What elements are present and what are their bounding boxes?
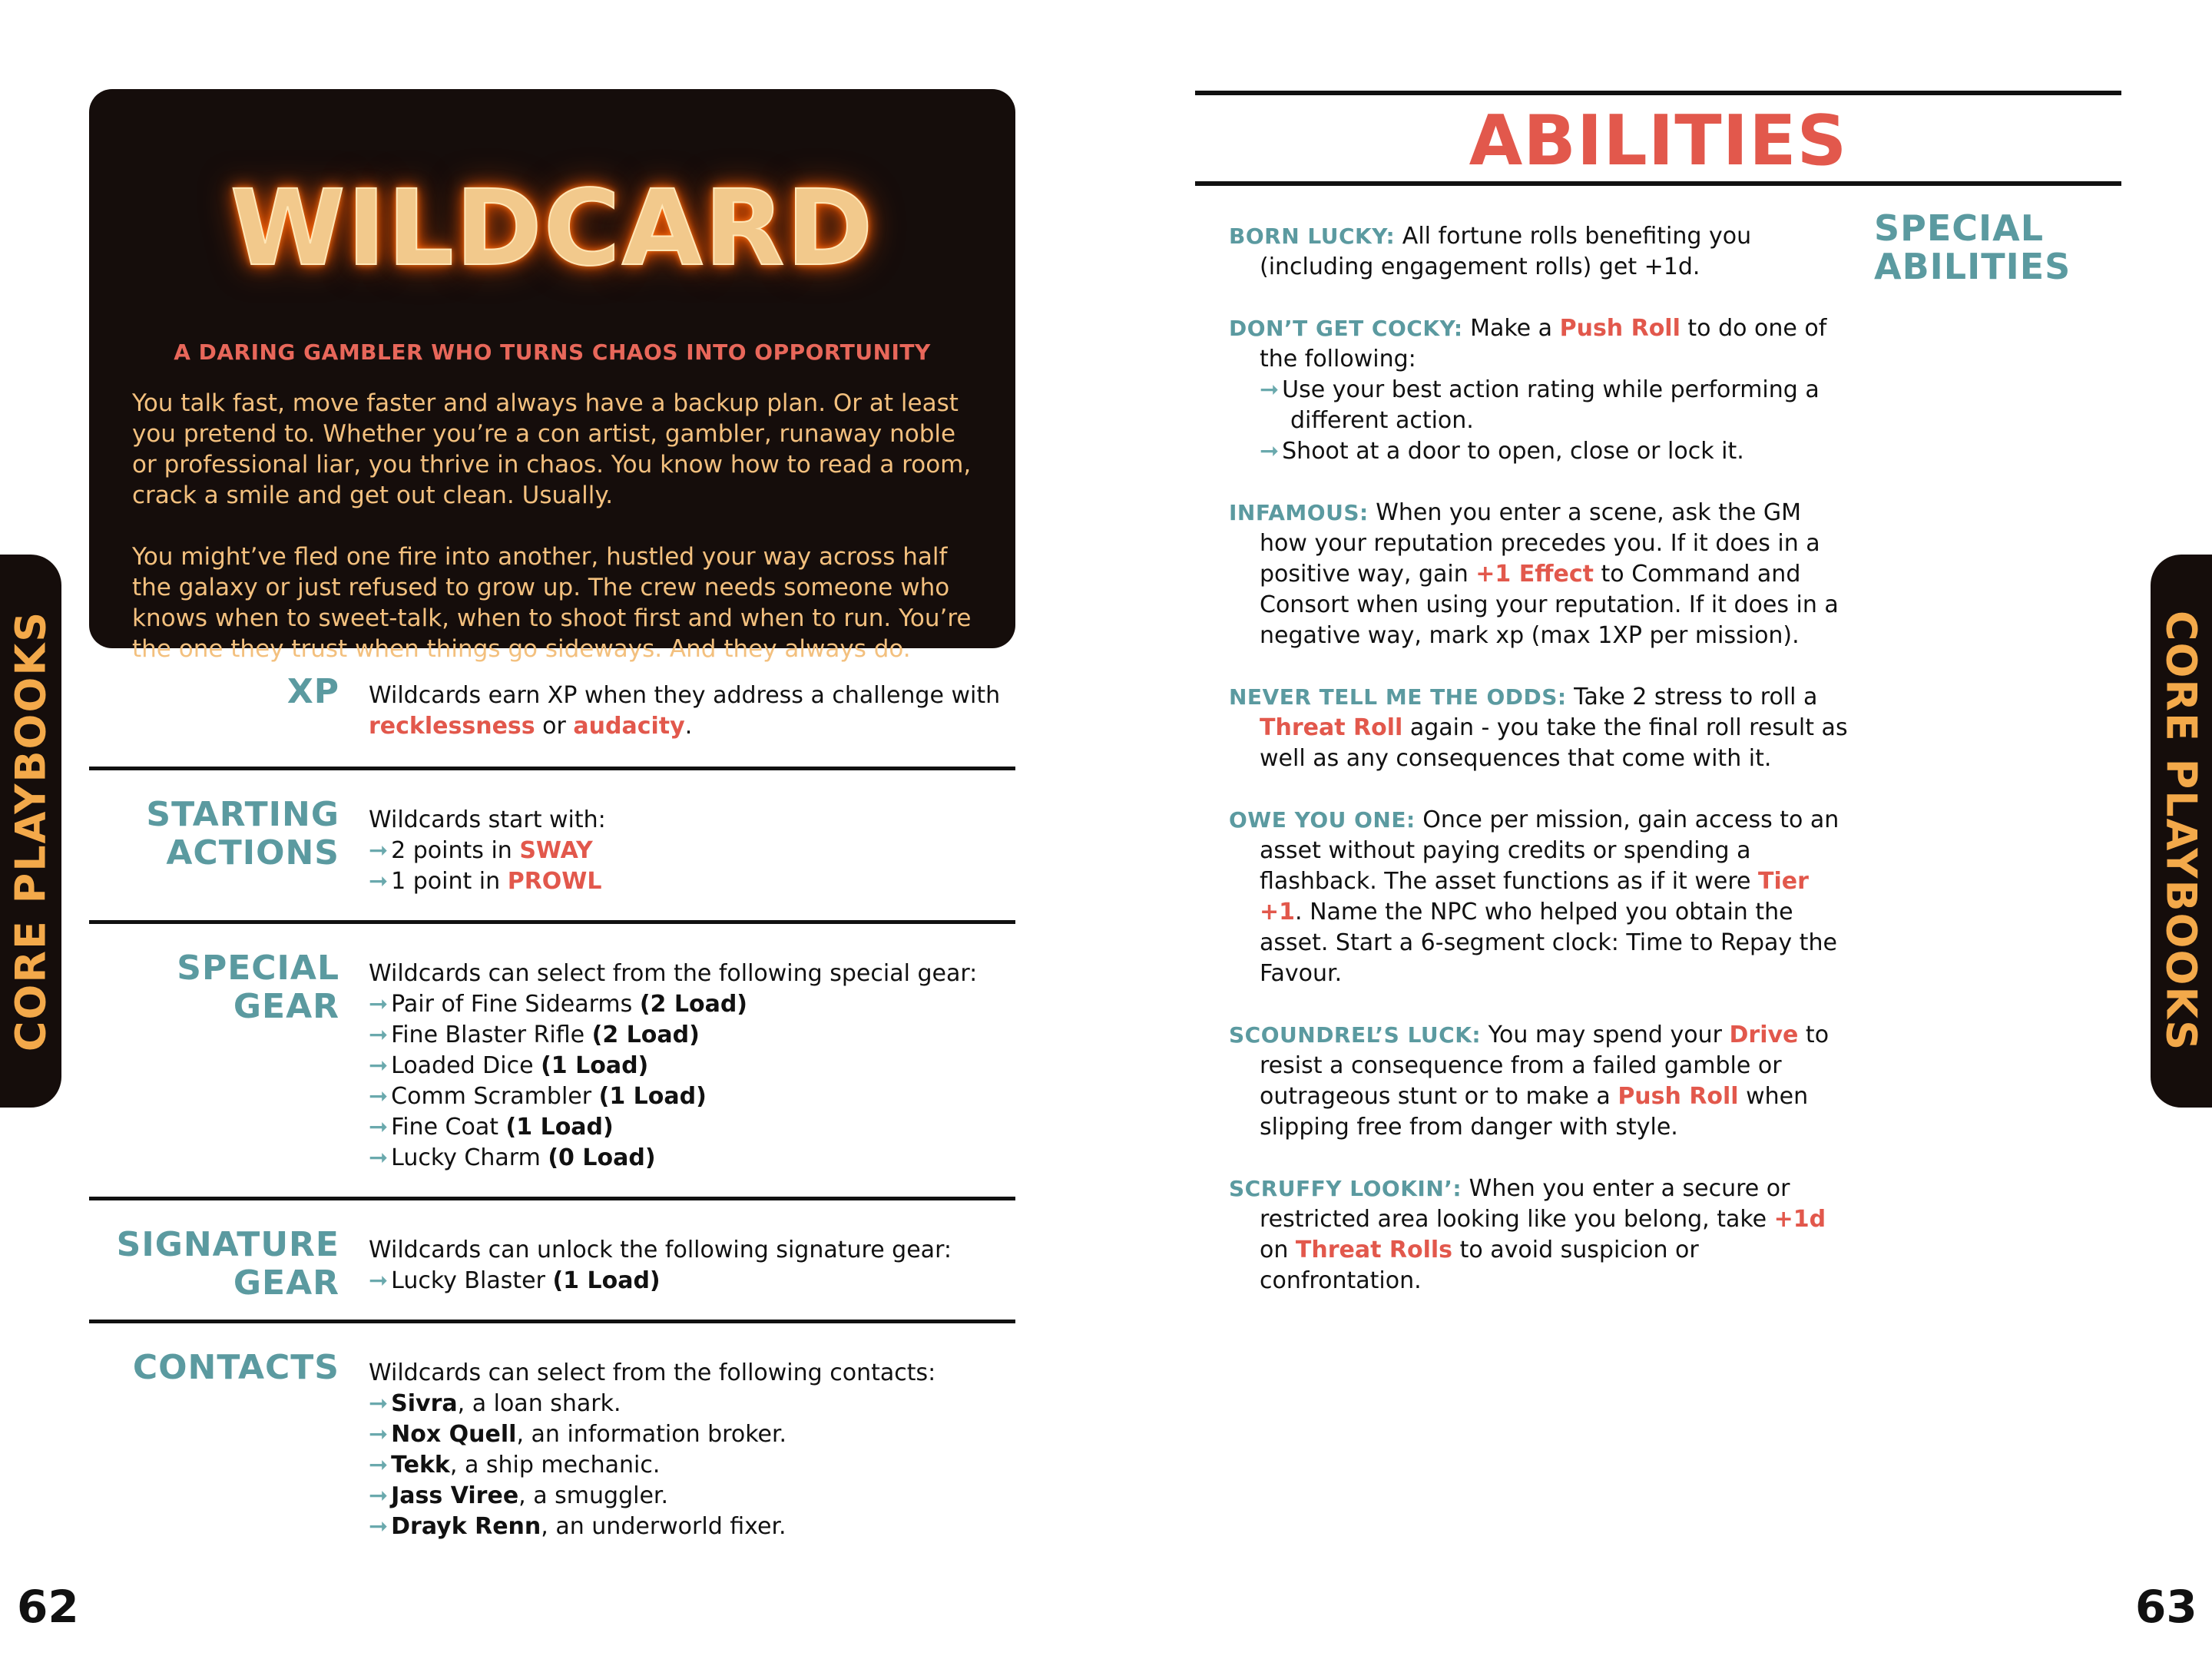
list-item-text: 2 points in [391, 837, 520, 864]
contacts-section [89, 1349, 1015, 1548]
ability-text: When you enter a scene, ask the GM how your reputation precedes you. If it does in a positive way, gain [1260, 499, 1820, 588]
starting-actions-heading [89, 796, 339, 873]
list-item-text: Shoot at a door to open, close or lock it. [1282, 438, 1744, 465]
ability-name: BORN LUCKY: [1229, 224, 1396, 249]
side-tab-label: CORE PLAYBOOKS [2157, 610, 2206, 1052]
special-gear-heading-line-1: SPECIAL [177, 949, 339, 988]
contacts-intro: Wildcards can select from the following contacts: [369, 1359, 936, 1386]
ability-scoundrels-luck [1229, 1020, 1851, 1143]
list-item [369, 1266, 1006, 1296]
ability-keyword: +1 Effect [1475, 561, 1594, 588]
class-tagline: A DARING GAMBLER WHO TURNS CHAOS INTO OPPORTUNITY [174, 339, 931, 365]
ability-keyword: Push Roll [1618, 1083, 1739, 1110]
gear-name: Lucky Blaster [391, 1267, 553, 1294]
list-item [369, 1512, 1006, 1542]
list-item-text: 1 point in [391, 868, 508, 895]
signature-gear-intro: Wildcards can unlock the following signature gear: [369, 1237, 952, 1263]
list-item-text: Use your best action rating while performing a different action. [1282, 376, 1820, 434]
ability-name: DON’T GET COCKY: [1229, 316, 1463, 341]
arrow-right-icon: ➞ [369, 1083, 389, 1110]
divider [1195, 181, 2121, 186]
ability-keyword: Threat Roll [1260, 714, 1403, 741]
arrow-right-icon: ➞ [369, 1482, 389, 1509]
xp-text [369, 680, 1006, 742]
gear-load: (1 Load) [541, 1052, 649, 1079]
ability-text: You may spend your [1481, 1022, 1730, 1048]
list-item [369, 866, 1006, 897]
arrow-right-icon: ➞ [369, 837, 389, 864]
gear-load: (2 Load) [591, 1022, 700, 1048]
ability-text: Once per mission, gain access to an asset without paying credits or spending a flashback. The asset functions as if it were [1260, 806, 1839, 895]
special-gear-section [89, 949, 1015, 1180]
signature-gear-heading [89, 1226, 339, 1303]
list-item [1229, 436, 1851, 467]
side-tab-right [2151, 555, 2212, 1108]
arrow-right-icon: ➞ [1260, 376, 1280, 403]
ability-name: NEVER TELL ME THE ODDS: [1229, 684, 1567, 710]
special-abilities-heading-line-2: ABILITIES [1874, 246, 2071, 287]
contact-name: Tekk [391, 1452, 450, 1479]
list-item [369, 1112, 1006, 1143]
arrow-right-icon: ➞ [369, 1421, 389, 1448]
gear-name: Loaded Dice [391, 1052, 541, 1079]
class-intro-box [89, 89, 1015, 663]
arrow-right-icon: ➞ [369, 1022, 389, 1048]
class-title: WILDCARD [230, 168, 875, 290]
ability-infamous [1229, 498, 1851, 651]
ability-text: All fortune rolls benefiting you (including engagement rolls) get +1d. [1260, 223, 1752, 280]
ability-text: again - you take the final roll result as well as any consequences that come with it. [1260, 714, 1848, 772]
special-gear-heading [89, 949, 339, 1026]
gear-name: Lucky Charm [391, 1144, 548, 1171]
list-item [369, 1020, 1006, 1051]
xp-keyword-audacity: audacity [573, 713, 685, 740]
gear-load: (0 Load) [548, 1144, 656, 1171]
special-gear-heading-line-2: GEAR [233, 987, 339, 1026]
arrow-right-icon: ➞ [1260, 438, 1280, 465]
ability-text: to resist a consequence from a failed gamble or outrageous stunt or to make a [1260, 1022, 1830, 1110]
arrow-right-icon: ➞ [369, 1452, 389, 1479]
xp-text-b: or [535, 713, 574, 740]
ability-dont-get-cocky [1229, 313, 1851, 467]
intro-paragraph-2: You might’ve fled one fire into another, hustled your way across half the galaxy or just refused to grow up. The crew needs someone who knows when to sweet-talk, when to shoot first and when to run. You’re the one they trust when things go sideways. And they always do. [132, 543, 972, 663]
special-gear-intro: Wildcards can select from the following special gear: [369, 960, 978, 987]
contact-name: Drayk Renn [391, 1513, 541, 1540]
ability-text: when slipping free from danger with style. [1260, 1083, 1809, 1141]
intro-paragraph-1: You talk fast, move faster and always have a backup plan. Or at least you pretend to. Whether you’re a con artist, gambler, runaway noble or professional liar, you thrive in chaos. You know how to read a room, crack a smile and get out clean. Usually. [132, 389, 972, 509]
arrow-right-icon: ➞ [369, 1052, 389, 1079]
ability-keyword: Drive [1729, 1022, 1799, 1048]
ability-scruffy-lookin [1229, 1174, 1851, 1296]
ability-text: to Command and Consort when using your reputation. If it does in a negative way, mark xp (max 1XP per mission). [1260, 561, 1839, 649]
gear-name: Pair of Fine Sidearms [391, 991, 640, 1018]
list-item [369, 836, 1006, 866]
contact-desc: , a loan shark. [457, 1390, 621, 1417]
signature-gear-heading-line-2: GEAR [233, 1263, 339, 1303]
page-number: 62 [17, 1581, 79, 1633]
list-item [369, 1051, 1006, 1081]
starting-actions-body [369, 805, 1006, 897]
starting-actions-section [89, 796, 1015, 911]
side-tab-label: CORE PLAYBOOKS [6, 610, 55, 1052]
gear-load: (1 Load) [552, 1267, 661, 1294]
divider [89, 767, 1015, 770]
contact-name: Nox Quell [391, 1421, 517, 1448]
arrow-right-icon: ➞ [369, 1267, 389, 1294]
arrow-right-icon: ➞ [369, 1390, 389, 1417]
contacts-body [369, 1358, 1006, 1542]
signature-gear-body [369, 1235, 1006, 1296]
ability-name: OWE YOU ONE: [1229, 807, 1416, 833]
abilities-title: ABILITIES [1469, 101, 1848, 181]
action-name: PROWL [507, 868, 602, 895]
divider [89, 1197, 1015, 1200]
ability-keyword: Push Roll [1559, 315, 1681, 342]
ability-text: Take 2 stress to roll a [1566, 684, 1818, 710]
starting-actions-heading-line-1: STARTING [146, 795, 339, 834]
starting-actions-heading-line-2: ACTIONS [166, 833, 339, 873]
starting-actions-intro: Wildcards start with: [369, 806, 606, 833]
ability-never-tell-me-the-odds [1229, 682, 1851, 774]
contacts-heading: CONTACTS [132, 1348, 339, 1387]
ability-name: INFAMOUS: [1229, 500, 1369, 525]
divider [1195, 91, 2121, 95]
arrow-right-icon: ➞ [369, 1144, 389, 1171]
list-item [369, 989, 1006, 1020]
contact-desc: , an information broker. [516, 1421, 787, 1448]
special-gear-body [369, 959, 1006, 1174]
gear-name: Fine Coat [391, 1114, 506, 1141]
xp-heading: XP [286, 672, 339, 711]
ability-text: Make a [1462, 315, 1560, 342]
ability-text: . Name the NPC who helped you obtain the asset. Start a 6-segment clock: Time to Repay the Favour. [1260, 899, 1837, 987]
list-item [369, 1143, 1006, 1174]
ability-born-lucky [1229, 221, 1851, 283]
contact-desc: , a ship mechanic. [449, 1452, 661, 1479]
ability-keyword: Threat Rolls [1295, 1237, 1453, 1263]
list-item [1229, 375, 1851, 436]
signature-gear-heading-line-1: SIGNATURE [116, 1225, 339, 1264]
list-item [369, 1450, 1006, 1481]
special-abilities-heading-line-1: SPECIAL [1874, 207, 2045, 249]
special-abilities-heading [1874, 209, 2071, 286]
arrow-right-icon: ➞ [369, 868, 389, 895]
gear-name: Fine Blaster Rifle [391, 1022, 592, 1048]
divider [89, 920, 1015, 924]
list-item [369, 1389, 1006, 1419]
ability-name: SCRUFFY LOOKIN’: [1229, 1176, 1462, 1201]
ability-keyword: Tier +1 [1260, 868, 1809, 926]
contact-desc: , a smuggler. [518, 1482, 669, 1509]
xp-section [89, 673, 1015, 765]
xp-text-a: Wildcards earn XP when they address a challenge with [369, 682, 1001, 709]
gear-load: (2 Load) [639, 991, 747, 1018]
ability-text: to avoid suspicion or confrontation. [1260, 1237, 1699, 1294]
ability-text: on [1260, 1237, 1296, 1263]
action-name: SWAY [519, 837, 593, 864]
divider [89, 1320, 1015, 1323]
side-tab-left [0, 555, 61, 1108]
arrow-right-icon: ➞ [369, 1114, 389, 1141]
ability-keyword: +1d [1773, 1206, 1826, 1233]
gear-load: (1 Load) [598, 1083, 707, 1110]
contact-desc: , an underworld fixer. [541, 1513, 786, 1540]
page-number: 63 [2135, 1581, 2197, 1633]
ability-name: SCOUNDREL’S LUCK: [1229, 1022, 1482, 1048]
ability-text: to do one of the following: [1260, 315, 1827, 373]
list-item [369, 1081, 1006, 1112]
arrow-right-icon: ➞ [369, 1513, 389, 1540]
list-item [369, 1481, 1006, 1512]
ability-text: When you enter a secure or restricted area looking like you belong, take [1260, 1175, 1790, 1233]
gear-load: (1 Load) [505, 1114, 614, 1141]
ability-owe-you-one [1229, 805, 1851, 989]
gear-name: Comm Scrambler [391, 1083, 599, 1110]
arrow-right-icon: ➞ [369, 991, 389, 1018]
contact-name: Jass Viree [391, 1482, 519, 1509]
list-item [369, 1419, 1006, 1450]
xp-text-c: . [684, 713, 693, 740]
abilities-list [1229, 221, 1851, 1327]
signature-gear-section [89, 1226, 1015, 1310]
xp-keyword-recklessness: recklessness [369, 713, 535, 740]
contact-name: Sivra [391, 1390, 458, 1417]
